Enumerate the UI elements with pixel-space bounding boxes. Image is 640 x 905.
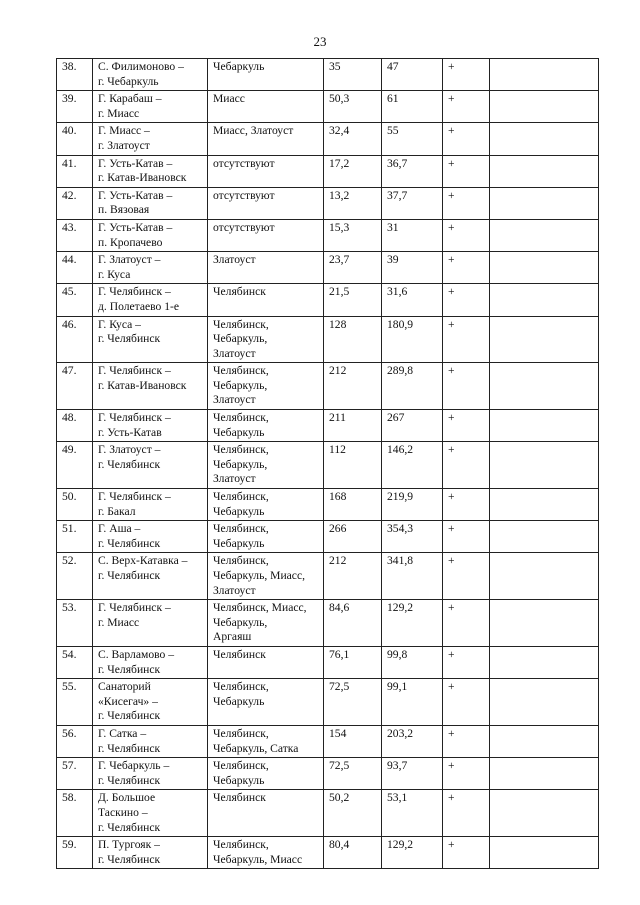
distance-km: 15,3 — [324, 219, 382, 251]
table-row — [57, 442, 599, 489]
route-name: С. Верх-Катавка – г. Челябинск — [93, 553, 208, 600]
route-length-km: 31,6 — [382, 284, 443, 316]
table-row — [57, 187, 599, 219]
cities-through: Челябинск — [208, 790, 324, 837]
route-name: Г. Аша – г. Челябинск — [93, 521, 208, 553]
table-row — [57, 790, 599, 837]
route-length-km: 341,8 — [382, 553, 443, 600]
row-number: 44. — [57, 252, 93, 284]
route-name: Г. Челябинск – г. Бакал — [93, 489, 208, 521]
note-cell — [490, 187, 599, 219]
note-cell — [490, 219, 599, 251]
route-name: Г. Усть-Катав – г. Катав-Ивановск — [93, 155, 208, 187]
status-mark: + — [443, 489, 490, 521]
status-mark: + — [443, 363, 490, 410]
cities-through: Челябинск, Чебаркуль, Златоуст — [208, 316, 324, 363]
status-mark: + — [443, 284, 490, 316]
status-mark: + — [443, 155, 490, 187]
row-number: 58. — [57, 790, 93, 837]
distance-km: 76,1 — [324, 646, 382, 678]
route-name: С. Варламово – г. Челябинск — [93, 646, 208, 678]
route-length-km: 146,2 — [382, 442, 443, 489]
cities-through: Челябинск, Миасс, Чебаркуль, Аргаяш — [208, 600, 324, 647]
note-cell — [490, 600, 599, 647]
route-name: Г. Карабаш – г. Миасс — [93, 91, 208, 123]
note-cell — [490, 758, 599, 790]
route-length-km: 354,3 — [382, 521, 443, 553]
table-row — [57, 284, 599, 316]
cities-through: Челябинск, Чебаркуль — [208, 521, 324, 553]
distance-km: 21,5 — [324, 284, 382, 316]
status-mark: + — [443, 316, 490, 363]
table-row — [57, 725, 599, 757]
cities-through: Челябинск, Чебаркуль, Златоуст — [208, 363, 324, 410]
route-length-km: 53,1 — [382, 790, 443, 837]
status-mark: + — [443, 646, 490, 678]
distance-km: 13,2 — [324, 187, 382, 219]
route-length-km: 129,2 — [382, 837, 443, 869]
status-mark: + — [443, 442, 490, 489]
note-cell — [490, 837, 599, 869]
note-cell — [490, 521, 599, 553]
row-number: 40. — [57, 123, 93, 155]
route-length-km: 99,8 — [382, 646, 443, 678]
note-cell — [490, 489, 599, 521]
table-row — [57, 155, 599, 187]
distance-km: 128 — [324, 316, 382, 363]
row-number: 47. — [57, 363, 93, 410]
cities-through: отсутствуют — [208, 219, 324, 251]
route-length-km: 39 — [382, 252, 443, 284]
row-number: 51. — [57, 521, 93, 553]
row-number: 49. — [57, 442, 93, 489]
distance-km: 32,4 — [324, 123, 382, 155]
route-name: Г. Усть-Катав – п. Вязовая — [93, 187, 208, 219]
cities-through: Челябинск, Чебаркуль, Миасс — [208, 837, 324, 869]
status-mark: + — [443, 410, 490, 442]
note-cell — [490, 363, 599, 410]
status-mark: + — [443, 679, 490, 726]
distance-km: 168 — [324, 489, 382, 521]
status-mark: + — [443, 758, 490, 790]
table-row — [57, 123, 599, 155]
table-row — [57, 316, 599, 363]
cities-through: Челябинск, Чебаркуль — [208, 410, 324, 442]
distance-km: 212 — [324, 553, 382, 600]
route-name: Г. Куса – г. Челябинск — [93, 316, 208, 363]
status-mark: + — [443, 91, 490, 123]
route-length-km: 61 — [382, 91, 443, 123]
cities-through: отсутствуют — [208, 155, 324, 187]
distance-km: 212 — [324, 363, 382, 410]
distance-km: 23,7 — [324, 252, 382, 284]
note-cell — [490, 91, 599, 123]
route-length-km: 180,9 — [382, 316, 443, 363]
note-cell — [490, 316, 599, 363]
table-row — [57, 252, 599, 284]
status-mark: + — [443, 252, 490, 284]
row-number: 50. — [57, 489, 93, 521]
cities-through: Миасс — [208, 91, 324, 123]
table-row — [57, 553, 599, 600]
table-row — [57, 600, 599, 647]
row-number: 45. — [57, 284, 93, 316]
table-row — [57, 646, 599, 678]
row-number: 42. — [57, 187, 93, 219]
route-length-km: 31 — [382, 219, 443, 251]
row-number: 46. — [57, 316, 93, 363]
row-number: 43. — [57, 219, 93, 251]
note-cell — [490, 410, 599, 442]
row-number: 39. — [57, 91, 93, 123]
table-row — [57, 91, 599, 123]
note-cell — [490, 442, 599, 489]
cities-through: Миасс, Златоуст — [208, 123, 324, 155]
route-name: Г. Миасс – г. Златоуст — [93, 123, 208, 155]
table-row — [57, 410, 599, 442]
row-number: 57. — [57, 758, 93, 790]
note-cell — [490, 725, 599, 757]
route-name: Г. Челябинск – г. Усть-Катав — [93, 410, 208, 442]
cities-through: Челябинск, Чебаркуль — [208, 679, 324, 726]
route-length-km: 289,8 — [382, 363, 443, 410]
distance-km: 112 — [324, 442, 382, 489]
route-name: Д. Большое Таскино – г. Челябинск — [93, 790, 208, 837]
row-number: 56. — [57, 725, 93, 757]
route-name: Г. Челябинск – д. Полетаево 1-е — [93, 284, 208, 316]
note-cell — [490, 790, 599, 837]
distance-km: 266 — [324, 521, 382, 553]
status-mark: + — [443, 837, 490, 869]
route-name: С. Филимоново – г. Чебаркуль — [93, 59, 208, 91]
route-length-km: 93,7 — [382, 758, 443, 790]
route-name: Г. Челябинск – г. Миасс — [93, 600, 208, 647]
note-cell — [490, 646, 599, 678]
distance-km: 50,2 — [324, 790, 382, 837]
cities-through: Чебаркуль — [208, 59, 324, 91]
status-mark: + — [443, 521, 490, 553]
route-length-km: 36,7 — [382, 155, 443, 187]
table-row — [57, 837, 599, 869]
route-length-km: 37,7 — [382, 187, 443, 219]
status-mark: + — [443, 600, 490, 647]
distance-km: 84,6 — [324, 600, 382, 647]
row-number: 53. — [57, 600, 93, 647]
route-length-km: 267 — [382, 410, 443, 442]
table-row — [57, 758, 599, 790]
note-cell — [490, 123, 599, 155]
cities-through: Челябинск, Чебаркуль, Миасс, Златоуст — [208, 553, 324, 600]
status-mark: + — [443, 59, 490, 91]
route-name: Г. Сатка – г. Челябинск — [93, 725, 208, 757]
route-length-km: 129,2 — [382, 600, 443, 647]
table-row — [57, 363, 599, 410]
row-number: 52. — [57, 553, 93, 600]
route-length-km: 47 — [382, 59, 443, 91]
row-number: 48. — [57, 410, 93, 442]
distance-km: 211 — [324, 410, 382, 442]
row-number: 54. — [57, 646, 93, 678]
note-cell — [490, 59, 599, 91]
status-mark: + — [443, 219, 490, 251]
route-name: Санаторий «Кисегач» – г. Челябинск — [93, 679, 208, 726]
cities-through: Челябинск, Чебаркуль, Златоуст — [208, 442, 324, 489]
routes-table — [56, 58, 599, 869]
cities-through: Челябинск — [208, 646, 324, 678]
table-row — [57, 59, 599, 91]
route-name: Г. Усть-Катав – п. Кропачево — [93, 219, 208, 251]
cities-through: отсутствуют — [208, 187, 324, 219]
route-name: Г. Челябинск – г. Катав-Ивановск — [93, 363, 208, 410]
row-number: 38. — [57, 59, 93, 91]
distance-km: 80,4 — [324, 837, 382, 869]
table-row — [57, 219, 599, 251]
distance-km: 35 — [324, 59, 382, 91]
status-mark: + — [443, 187, 490, 219]
route-length-km: 55 — [382, 123, 443, 155]
cities-through: Челябинск, Чебаркуль, Сатка — [208, 725, 324, 757]
distance-km: 72,5 — [324, 679, 382, 726]
route-length-km: 219,9 — [382, 489, 443, 521]
routes-table-body — [57, 59, 599, 869]
cities-through: Челябинск, Чебаркуль — [208, 758, 324, 790]
row-number: 59. — [57, 837, 93, 869]
table-row — [57, 679, 599, 726]
status-mark: + — [443, 553, 490, 600]
route-length-km: 99,1 — [382, 679, 443, 726]
note-cell — [490, 284, 599, 316]
status-mark: + — [443, 790, 490, 837]
route-name: Г. Златоуст – г. Челябинск — [93, 442, 208, 489]
row-number: 55. — [57, 679, 93, 726]
table-row — [57, 521, 599, 553]
note-cell — [490, 155, 599, 187]
distance-km: 72,5 — [324, 758, 382, 790]
route-name: П. Тургояк – г. Челябинск — [93, 837, 208, 869]
route-length-km: 203,2 — [382, 725, 443, 757]
cities-through: Челябинск, Чебаркуль — [208, 489, 324, 521]
status-mark: + — [443, 725, 490, 757]
distance-km: 17,2 — [324, 155, 382, 187]
distance-km: 50,3 — [324, 91, 382, 123]
cities-through: Челябинск — [208, 284, 324, 316]
cities-through: Златоуст — [208, 252, 324, 284]
note-cell — [490, 679, 599, 726]
note-cell — [490, 252, 599, 284]
row-number: 41. — [57, 155, 93, 187]
page-number: 23 — [313, 34, 327, 49]
route-name: Г. Златоуст – г. Куса — [93, 252, 208, 284]
status-mark: + — [443, 123, 490, 155]
distance-km: 154 — [324, 725, 382, 757]
table-row — [57, 489, 599, 521]
note-cell — [490, 553, 599, 600]
route-name: Г. Чебаркуль – г. Челябинск — [93, 758, 208, 790]
